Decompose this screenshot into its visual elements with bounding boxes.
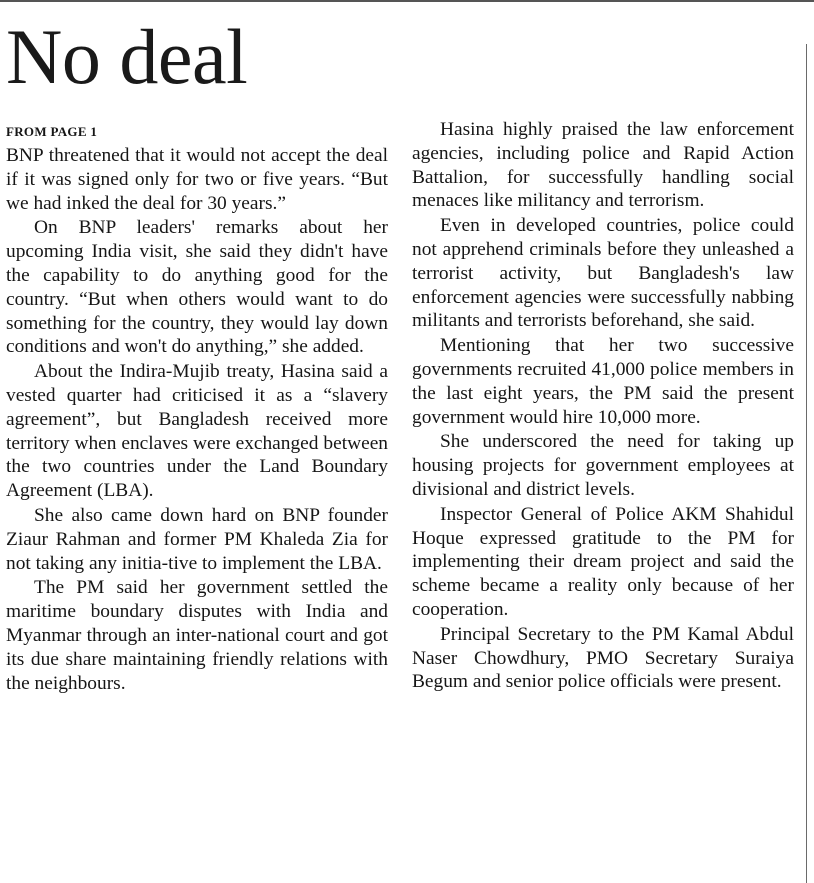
top-rule xyxy=(0,0,814,2)
paragraph: About the Indira-Mujib treaty, Hasina said a vested quarter had criticised it as a “slavery agreement”, but Bangladesh received more territory when enclaves were exchanged between the two countries under the Land Boundary Agreement (LBA). xyxy=(6,361,388,502)
column-rule xyxy=(806,44,807,883)
paragraph: Even in developed countries, police could not apprehend criminals before they unleashed a terrorist activity, but Bangladesh's law enforcement agencies were successfully nabbing militants and terrorists beforehand, she said. xyxy=(412,215,794,332)
paragraph: On BNP leaders' remarks about her upcoming India visit, she said they didn't have the capability to do anything good for the country. “But when others would want to do something for the country, they would lay down conditions and won't do anything,” she added. xyxy=(6,217,388,358)
paragraph: The PM said her government settled the maritime boundary disputes with India and Myanmar through an inter-national court and got its due share maintaining friendly relations with the neighbours. xyxy=(6,577,388,694)
paragraph: Hasina highly praised the law enforcement agencies, including police and Rapid Action Battalion, for successfully handling social menaces like militancy and terrorism. xyxy=(412,119,794,212)
paragraph: Principal Secretary to the PM Kamal Abdul Naser Chowdhury, PMO Secretary Suraiya Begum and senior police officials were present. xyxy=(412,623,794,693)
paragraph: She also came down hard on BNP founder Ziaur Rahman and former PM Khaleda Zia for not taking any initia-tive to implement the LBA. xyxy=(6,504,388,574)
right-column xyxy=(412,118,794,695)
paragraph: She underscored the need for taking up housing projects for government employees at divisional and district levels. xyxy=(412,431,794,500)
left-column xyxy=(6,118,388,696)
paragraph: BNP threatened that it would not accept the deal if it was signed only for two or five years. “But we had inked the deal for 30 years.” xyxy=(6,145,388,214)
paragraph: Mentioning that her two successive governments recruited 41,000 police members in the last eight years, the PM said the present government would hire 10,000 more. xyxy=(412,335,794,428)
kicker: FROM PAGE 1 xyxy=(6,124,98,139)
headline: No deal xyxy=(6,13,248,100)
paragraph: Inspector General of Police AKM Shahidul Hoque expressed gratitude to the PM for implementing their dream project and said the scheme became a reality only because of her cooperation. xyxy=(412,503,794,620)
